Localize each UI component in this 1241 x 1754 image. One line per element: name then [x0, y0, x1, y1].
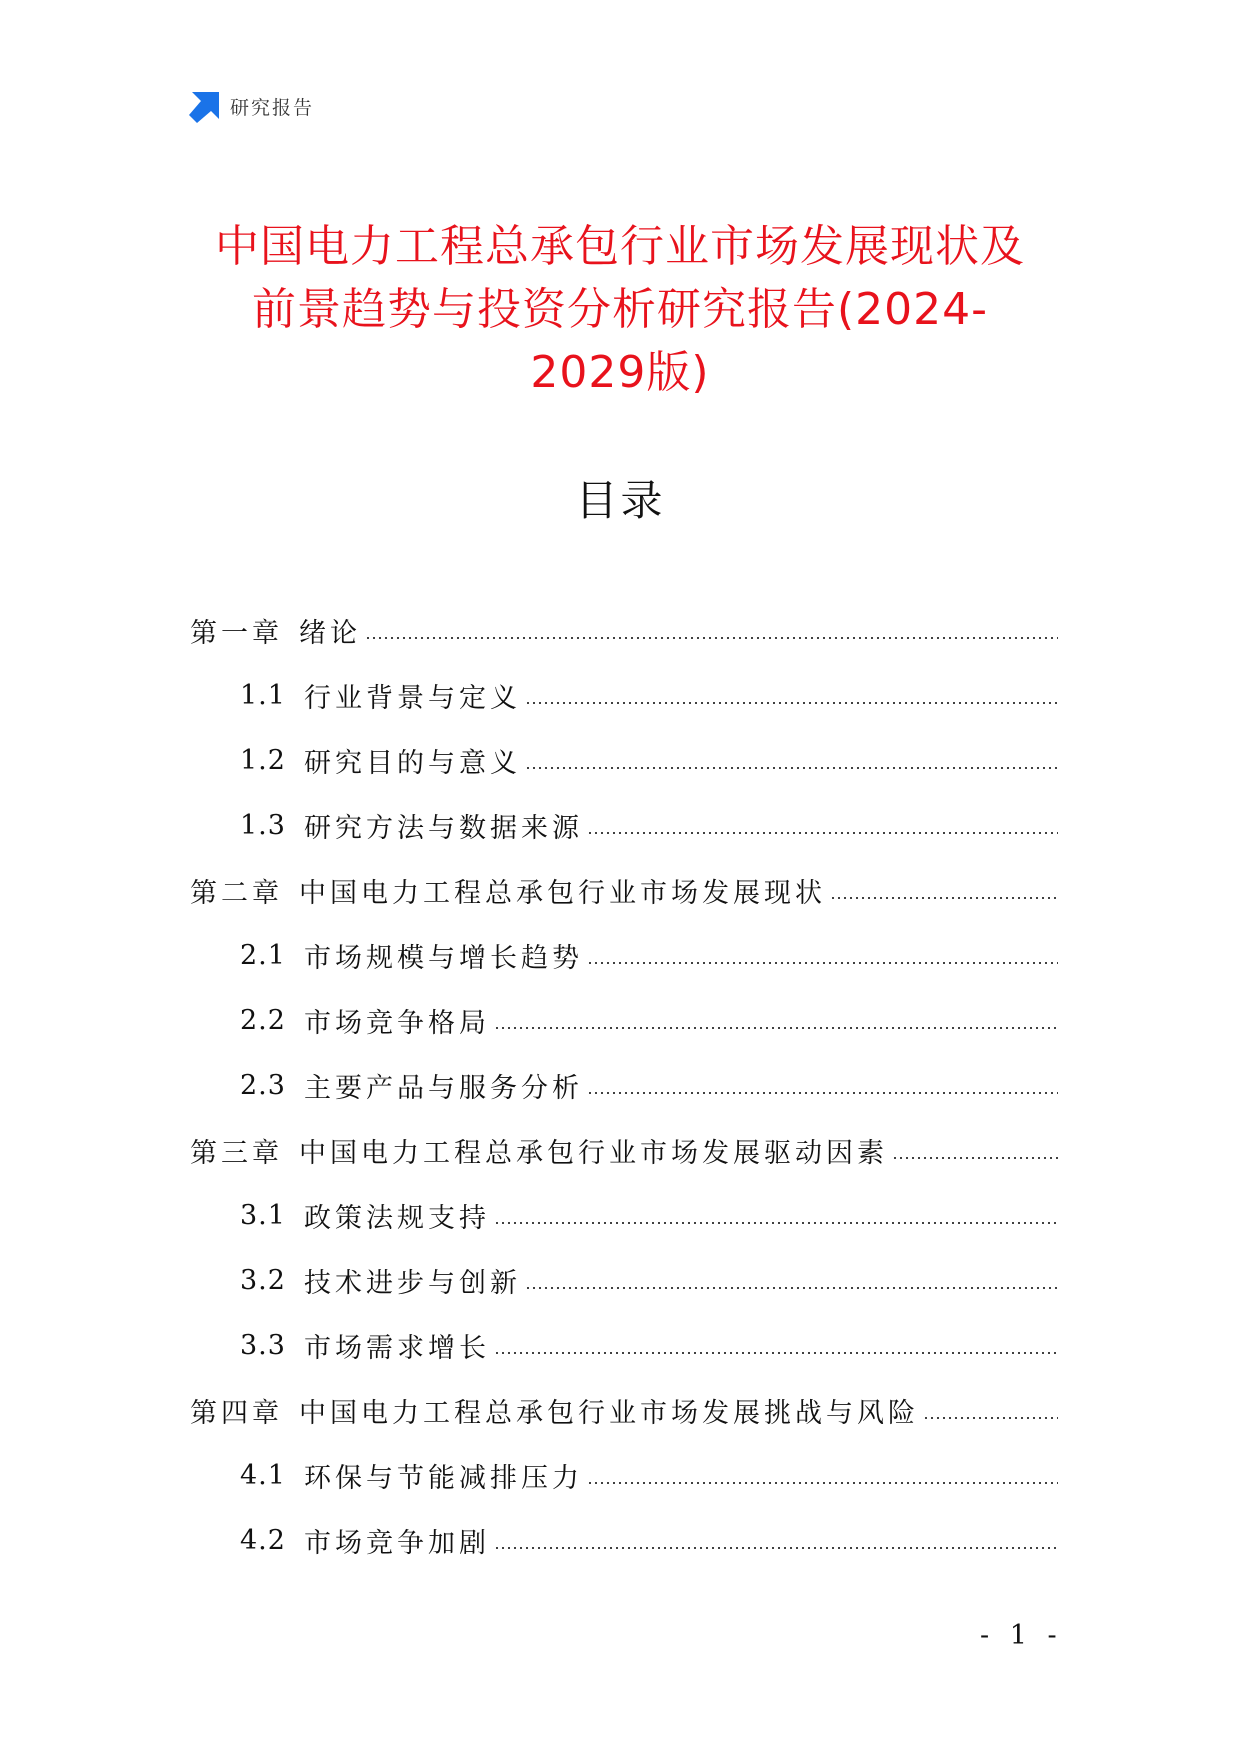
toc-dot-leader	[494, 1546, 1058, 1550]
toc-entry-number: 第一章	[190, 618, 283, 649]
toc-entry-number: 2.2	[240, 1005, 286, 1036]
toc-entry-label: 中国电力工程总承包行业市场发展驱动因素	[299, 1138, 888, 1169]
page-number: - 1 -	[980, 1620, 1063, 1651]
toc-entry-label: 技术进步与创新	[303, 1268, 521, 1299]
toc-dot-leader	[525, 766, 1058, 770]
toc-section[interactable]	[190, 1053, 1058, 1118]
toc-dot-leader	[525, 1286, 1058, 1290]
toc-dot-leader	[525, 701, 1058, 705]
toc-entry-number: 2.3	[240, 1070, 286, 1101]
toc-chapter[interactable]	[190, 598, 1058, 663]
toc-entry-number: 1.3	[240, 810, 286, 841]
arrow-up-right-icon	[188, 90, 221, 123]
toc-section[interactable]	[190, 1313, 1058, 1378]
toc-entry-label: 市场竞争格局	[303, 1008, 490, 1039]
toc-entry-number: 3.3	[240, 1330, 286, 1361]
toc-entry-number: 4.2	[240, 1525, 286, 1556]
toc-dot-leader	[494, 1221, 1058, 1225]
toc-entry-number: 3.2	[240, 1265, 286, 1296]
page-header	[188, 88, 314, 124]
toc-section[interactable]	[190, 923, 1058, 988]
toc-section[interactable]	[190, 728, 1058, 793]
toc-entry-label: 研究方法与数据来源	[303, 813, 583, 844]
toc-section[interactable]	[190, 1248, 1058, 1313]
toc-section[interactable]	[190, 1508, 1058, 1573]
toc-section[interactable]	[190, 988, 1058, 1053]
toc-entry-label: 环保与节能减排压力	[303, 1463, 583, 1494]
toc-dot-leader	[494, 1351, 1058, 1355]
toc-entry-label: 市场竞争加剧	[303, 1528, 490, 1559]
toc-dot-leader	[923, 1416, 1058, 1420]
toc-chapter[interactable]	[190, 1378, 1058, 1443]
toc-entry-label: 市场规模与增长趋势	[303, 943, 583, 974]
toc-chapter[interactable]	[190, 858, 1058, 923]
toc-heading: 目录	[575, 476, 666, 525]
report-title: 中国电力工程总承包行业市场发展现状及前景趋势与投资分析研究报告(2024-2029版)	[215, 221, 1025, 398]
toc-dot-leader	[830, 896, 1058, 900]
toc-entry-number: 4.1	[240, 1460, 286, 1491]
toc-entry-number: 第三章	[190, 1138, 283, 1169]
toc-entry-label: 研究目的与意义	[303, 748, 521, 779]
toc-entry-label: 主要产品与服务分析	[303, 1073, 583, 1104]
toc-entry-label: 行业背景与定义	[303, 683, 521, 714]
toc-entry-label: 市场需求增长	[303, 1333, 490, 1364]
toc-dot-leader	[892, 1156, 1058, 1160]
toc-entry-label: 政策法规支持	[303, 1203, 490, 1234]
toc-entry-number: 3.1	[240, 1200, 286, 1231]
toc-dot-leader	[494, 1026, 1058, 1030]
toc-entry-number: 第二章	[190, 878, 283, 909]
toc-dot-leader	[587, 1091, 1058, 1095]
header-label: 研究报告	[230, 96, 315, 119]
toc-entry-number: 第四章	[190, 1398, 283, 1429]
toc-entry-label: 绪论	[299, 618, 361, 649]
toc-section[interactable]	[190, 663, 1058, 728]
toc-dot-leader	[587, 831, 1058, 835]
toc-section[interactable]	[190, 793, 1058, 858]
toc-entry-label: 中国电力工程总承包行业市场发展现状	[299, 878, 826, 909]
toc-entry-number: 1.1	[240, 680, 286, 711]
toc-section[interactable]	[190, 1183, 1058, 1248]
toc-dot-leader	[587, 1481, 1058, 1485]
toc-entry-label: 中国电力工程总承包行业市场发展挑战与风险	[299, 1398, 919, 1429]
toc-entry-number: 1.2	[240, 745, 286, 776]
toc-dot-leader	[587, 961, 1058, 965]
toc-dot-leader	[365, 636, 1058, 640]
toc-section[interactable]	[190, 1443, 1058, 1508]
toc-chapter[interactable]	[190, 1118, 1058, 1183]
table-of-contents	[190, 598, 1058, 1573]
toc-entry-number: 2.1	[240, 940, 286, 971]
